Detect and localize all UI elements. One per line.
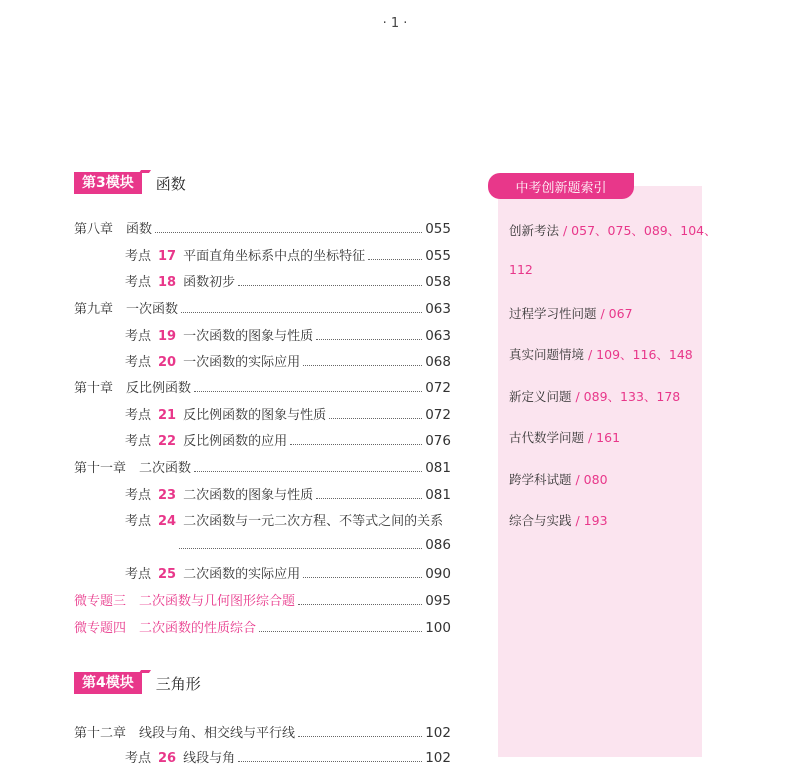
page-number: · 1 · bbox=[382, 16, 408, 31]
toc-label: 第十二章 线段与角、相交线与平行线 bbox=[74, 726, 296, 741]
toc-kaodian[interactable] bbox=[125, 484, 451, 502]
index-item[interactable] bbox=[509, 221, 717, 239]
toc-kaodian[interactable] bbox=[125, 747, 451, 765]
toc-page: 068 bbox=[425, 354, 451, 370]
toc-kaodian[interactable] bbox=[125, 245, 451, 263]
leader-dots bbox=[194, 471, 422, 472]
leader-dots bbox=[303, 577, 422, 578]
index-label: 创新考法 bbox=[509, 223, 560, 238]
toc-label: 第八章 函数 bbox=[74, 222, 153, 237]
leader-dots bbox=[181, 312, 422, 313]
leader-dots bbox=[259, 631, 422, 632]
toc-label: 微专题四 二次函数的性质综合 bbox=[74, 621, 257, 636]
module-4-header bbox=[74, 671, 201, 695]
index-pages: / 057、075、089、104、 bbox=[563, 223, 717, 238]
toc-label: 二次函数与一元二次方程、不等式之间的关系 bbox=[183, 514, 444, 529]
toc-chapter[interactable] bbox=[74, 298, 451, 316]
leader-dots bbox=[238, 285, 422, 286]
toc-label: 平面直角坐标系中点的坐标特征 bbox=[183, 249, 366, 264]
index-item[interactable] bbox=[509, 345, 693, 363]
module-badge: 第4模块 bbox=[74, 672, 142, 694]
index-pages: / 193 bbox=[575, 513, 608, 528]
kaodian-prefix: 考点 bbox=[125, 751, 152, 766]
leader-dots bbox=[329, 418, 422, 419]
index-item[interactable] bbox=[509, 511, 608, 529]
toc-page: 058 bbox=[425, 274, 451, 290]
toc-page: 063 bbox=[425, 328, 451, 344]
kaodian-number: 17 bbox=[158, 249, 177, 264]
toc-page: 072 bbox=[425, 380, 451, 396]
toc-page: 081 bbox=[425, 460, 451, 476]
kaodian-number: 18 bbox=[158, 275, 177, 290]
kaodian-prefix: 考点 bbox=[125, 249, 152, 264]
index-label: 过程学习性问题 bbox=[509, 306, 597, 321]
toc-label: 微专题三 二次函数与几何图形综合题 bbox=[74, 594, 296, 609]
toc-page: 081 bbox=[425, 487, 451, 503]
index-pages: / 161 bbox=[588, 430, 621, 445]
innovation-index-title: 中考创新题索引 bbox=[488, 173, 634, 199]
toc-chapter[interactable] bbox=[74, 377, 451, 395]
index-pages: / 080 bbox=[575, 472, 608, 487]
kaodian-prefix: 考点 bbox=[125, 434, 152, 449]
toc-kaodian[interactable] bbox=[125, 325, 451, 343]
toc-page: 095 bbox=[425, 593, 451, 609]
toc-label: 线段与角 bbox=[183, 751, 236, 766]
kaodian-number: 19 bbox=[158, 329, 177, 344]
kaodian-number: 25 bbox=[158, 567, 177, 582]
leader-dots bbox=[316, 498, 422, 499]
toc-label: 反比例函数的图象与性质 bbox=[183, 408, 327, 423]
module-title: 三角形 bbox=[155, 674, 201, 693]
index-item[interactable] bbox=[509, 387, 680, 405]
toc-kaodian[interactable] bbox=[125, 271, 451, 289]
toc-page: 055 bbox=[425, 248, 451, 264]
toc-chapter[interactable] bbox=[74, 722, 451, 740]
leader-dots bbox=[316, 339, 422, 340]
toc-label: 函数初步 bbox=[183, 275, 236, 290]
toc-label: 第十章 反比例函数 bbox=[74, 381, 192, 396]
toc-special-topic[interactable] bbox=[74, 617, 451, 635]
toc-page: 076 bbox=[425, 433, 451, 449]
index-label: 真实问题情境 bbox=[509, 347, 585, 362]
toc-chapter[interactable] bbox=[74, 457, 451, 475]
kaodian-prefix: 考点 bbox=[125, 355, 152, 370]
index-item-continuation[interactable] bbox=[509, 262, 533, 277]
toc-label: 一次函数的实际应用 bbox=[183, 355, 301, 370]
kaodian-prefix: 考点 bbox=[125, 567, 152, 582]
toc-label: 反比例函数的应用 bbox=[183, 434, 288, 449]
index-item[interactable] bbox=[509, 304, 633, 322]
kaodian-prefix: 考点 bbox=[125, 275, 152, 290]
toc-label: 二次函数的图象与性质 bbox=[183, 488, 314, 503]
index-item[interactable] bbox=[509, 428, 620, 446]
toc-label: 第九章 一次函数 bbox=[74, 302, 179, 317]
toc-page: 100 bbox=[425, 620, 451, 636]
toc-page: 086 bbox=[425, 537, 451, 553]
toc-page: 090 bbox=[425, 566, 451, 582]
toc-kaodian[interactable] bbox=[125, 430, 451, 448]
kaodian-number: 22 bbox=[158, 434, 177, 449]
toc-kaodian[interactable] bbox=[125, 563, 451, 581]
leader-dots bbox=[238, 761, 422, 762]
kaodian-number: 20 bbox=[158, 355, 177, 370]
leader-dots bbox=[290, 444, 422, 445]
index-label: 新定义问题 bbox=[509, 389, 572, 404]
kaodian-number: 24 bbox=[158, 514, 177, 529]
leader-dots bbox=[368, 259, 422, 260]
module-badge: 第3模块 bbox=[74, 172, 142, 194]
index-pages: / 067 bbox=[600, 306, 633, 321]
module-title: 函数 bbox=[155, 174, 186, 193]
toc-kaodian[interactable] bbox=[125, 404, 451, 422]
module-3-header bbox=[74, 171, 186, 195]
toc-kaodian[interactable] bbox=[125, 510, 451, 528]
index-label: 跨学科试题 bbox=[509, 472, 572, 487]
toc-page: 102 bbox=[425, 750, 451, 766]
index-pages: / 109、116、148 bbox=[588, 347, 693, 362]
toc-page: 102 bbox=[425, 725, 451, 741]
leader-dots bbox=[303, 365, 422, 366]
kaodian-number: 26 bbox=[158, 751, 177, 766]
index-label: 古代数学问题 bbox=[509, 430, 585, 445]
kaodian-prefix: 考点 bbox=[125, 329, 152, 344]
toc-label: 第十一章 二次函数 bbox=[74, 461, 192, 476]
toc-kaodian[interactable] bbox=[125, 351, 451, 369]
leader-dots bbox=[298, 736, 422, 737]
toc-page: 063 bbox=[425, 301, 451, 317]
kaodian-number: 23 bbox=[158, 488, 177, 503]
kaodian-number: 21 bbox=[158, 408, 177, 423]
leader-dots bbox=[155, 232, 422, 233]
toc-page: 055 bbox=[425, 221, 451, 237]
kaodian-prefix: 考点 bbox=[125, 514, 152, 529]
toc-page: 072 bbox=[425, 407, 451, 423]
index-pages: 112 bbox=[509, 262, 533, 277]
toc-continuation[interactable] bbox=[176, 537, 451, 555]
toc-special-topic[interactable] bbox=[74, 590, 451, 608]
leader-dots bbox=[194, 391, 422, 392]
toc-label: 二次函数的实际应用 bbox=[183, 567, 301, 582]
leader-dots bbox=[298, 604, 422, 605]
toc-label: 一次函数的图象与性质 bbox=[183, 329, 314, 344]
kaodian-prefix: 考点 bbox=[125, 408, 152, 423]
toc-chapter[interactable] bbox=[74, 218, 451, 236]
index-item[interactable] bbox=[509, 470, 608, 488]
kaodian-prefix: 考点 bbox=[125, 488, 152, 503]
index-label: 综合与实践 bbox=[509, 513, 572, 528]
leader-dots bbox=[179, 548, 422, 549]
index-pages: / 089、133、178 bbox=[575, 389, 681, 404]
